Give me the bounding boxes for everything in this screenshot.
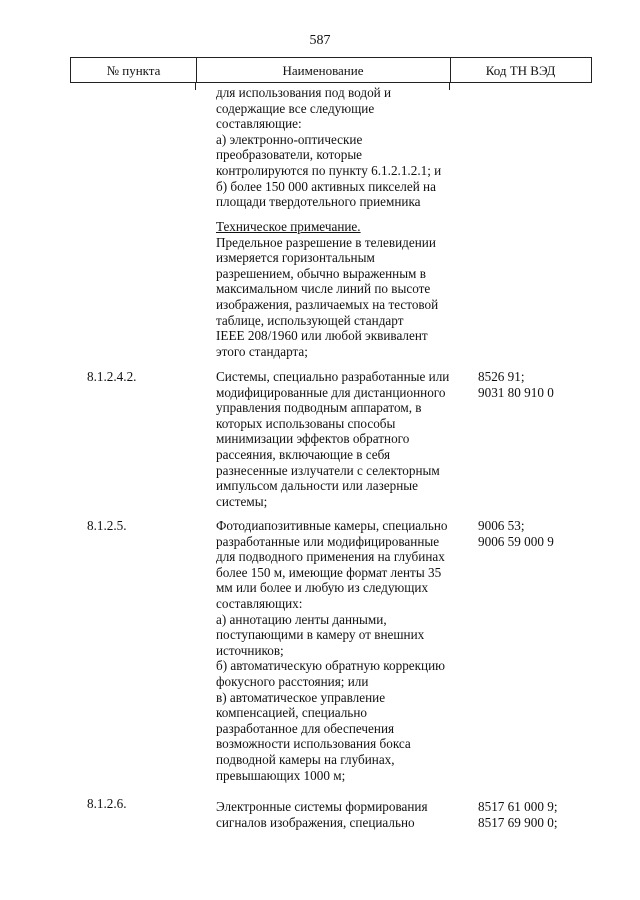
text-line: Системы, специально разработанные или bbox=[216, 369, 450, 384]
text-line: разрешением, обычно выраженным в bbox=[216, 265, 426, 281]
table-header bbox=[70, 57, 592, 83]
text-line: б) автоматическую обратную коррекцию bbox=[216, 658, 446, 674]
text-line: этого стандарта; bbox=[216, 343, 308, 359]
item-description bbox=[216, 369, 468, 509]
text-line: Фотодиапозитивные камеры, специально bbox=[216, 518, 448, 533]
text-line: таблице, использующей стандарт bbox=[216, 312, 404, 328]
item-codes bbox=[478, 369, 608, 400]
text-line: а) аннотацию ленты данными, bbox=[216, 611, 387, 627]
item-description bbox=[216, 518, 468, 783]
item-codes bbox=[478, 799, 608, 830]
text-line: составляющие: bbox=[216, 116, 302, 132]
header-code: Код ТН ВЭД bbox=[485, 63, 556, 78]
text-line: преобразователи, которые bbox=[216, 147, 363, 163]
text-line: содержащие все следующие bbox=[216, 100, 375, 116]
text-line: превышающих 1000 м; bbox=[216, 767, 346, 783]
text-line: минимизации эффектов обратного bbox=[216, 431, 410, 447]
item-number: 8.1.2.5. bbox=[87, 518, 127, 533]
text-line: площади твердотельного приемника bbox=[216, 194, 421, 210]
text-line: разработанное для обеспечения bbox=[216, 720, 395, 736]
tn-ved-code: 8517 69 900 0; bbox=[478, 814, 558, 830]
text-line: фокусного расстояния; или bbox=[216, 673, 369, 689]
continuation-text bbox=[216, 85, 468, 210]
header-item-number: № пункта bbox=[71, 58, 197, 82]
technical-note bbox=[216, 219, 468, 359]
text-line: б) более 150 000 активных пикселей на bbox=[216, 178, 436, 194]
tn-ved-code: 9006 59 000 9 bbox=[478, 533, 554, 549]
text-line: компенсацией, специально bbox=[216, 705, 367, 721]
text-line: более 150 м, имеющие формат ленты 35 bbox=[216, 564, 442, 580]
text-line: максимальном числе линий по высоте bbox=[216, 281, 431, 297]
text-line: Предельное разрешение в телевидении bbox=[216, 234, 436, 250]
text-line: сигналов изображения, специально bbox=[216, 814, 415, 830]
text-line: импульсом дальности или лазерные bbox=[216, 478, 418, 494]
text-line: которых использованы способы bbox=[216, 415, 396, 431]
text-line: поступающими в камеру от внешних bbox=[216, 627, 425, 643]
text-line: изображения, различаемых на тестовой bbox=[216, 296, 439, 312]
text-line: разнесенные излучатели с селекторным bbox=[216, 462, 440, 478]
tn-ved-code: 9031 80 910 0 bbox=[478, 384, 554, 400]
text-line: модифицированные для дистанционного bbox=[216, 384, 446, 400]
text-line: измеряется горизонтальным bbox=[216, 250, 375, 266]
page-number: 587 bbox=[309, 33, 331, 48]
item-description bbox=[216, 799, 468, 830]
text-line: а) электронно-оптические bbox=[216, 131, 363, 147]
text-line: в) автоматическое управление bbox=[216, 689, 386, 705]
item-codes bbox=[478, 518, 608, 549]
text-line: разработанные или модифицированные bbox=[216, 533, 440, 549]
text-line: возможности использования бокса bbox=[216, 736, 411, 752]
tn-ved-code: 8517 61 000 9; bbox=[478, 799, 558, 814]
item-number: 8.1.2.6. bbox=[87, 796, 127, 811]
text-line: составляющих: bbox=[216, 595, 303, 611]
text-line: Электронные системы формирования bbox=[216, 799, 428, 814]
item-number: 8.1.2.4.2. bbox=[87, 369, 137, 384]
tn-ved-code: 9006 53; bbox=[478, 518, 525, 533]
text-line: подводной камеры на глубинах, bbox=[216, 751, 395, 767]
text-line: контролируются по пункту 6.1.2.1.2.1; и bbox=[216, 162, 442, 178]
column-divider bbox=[195, 83, 196, 90]
text-line: для подводного применения на глубинах bbox=[216, 549, 445, 565]
text-line: для использования под водой и bbox=[216, 85, 392, 100]
text-line: рассеяния, включающие в себя bbox=[216, 446, 391, 462]
text-line: IEEE 208/1960 или любой эквивалент bbox=[216, 328, 428, 344]
text-line: системы; bbox=[216, 493, 268, 509]
header-name: Наименование bbox=[196, 58, 451, 82]
text-line: управления подводным аппаратом, в bbox=[216, 400, 422, 416]
note-title: Техническое примечание. bbox=[216, 219, 361, 234]
tn-ved-code: 8526 91; bbox=[478, 369, 525, 384]
text-line: источников; bbox=[216, 642, 284, 658]
text-line: мм или более и любую из следующих bbox=[216, 580, 429, 596]
